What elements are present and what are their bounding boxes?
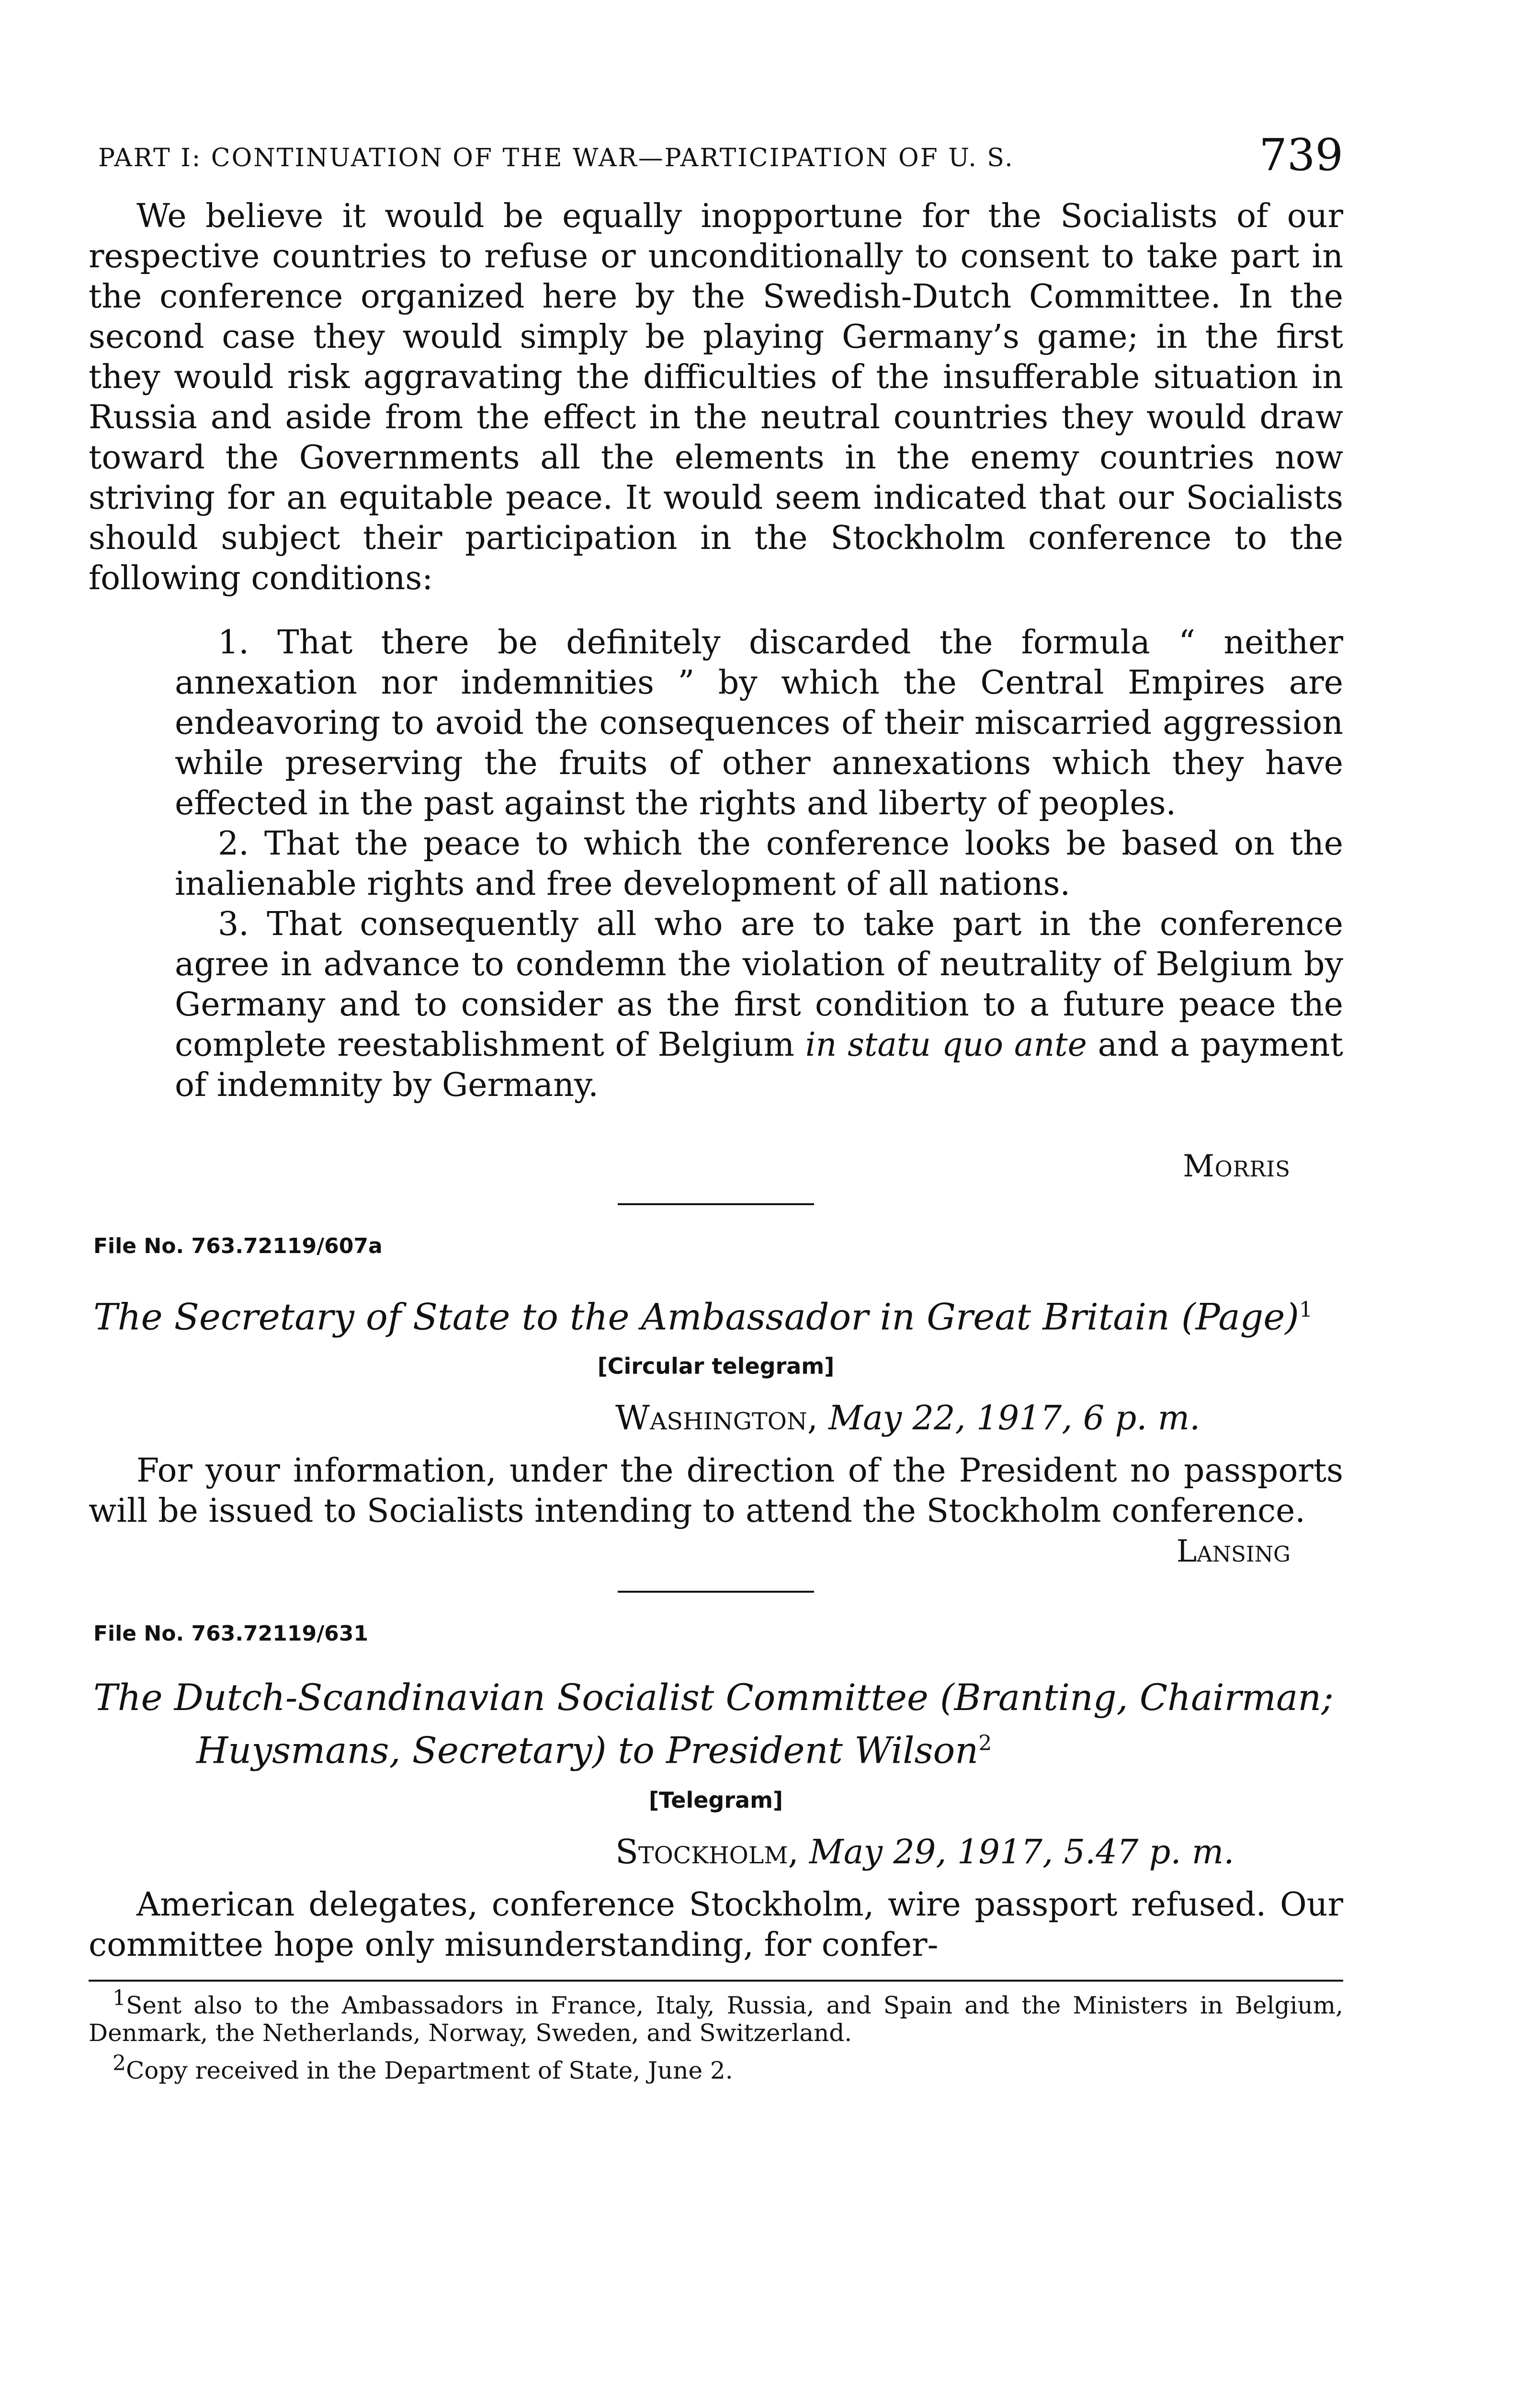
dateline-place: Stockholm, [615,1832,799,1871]
footnote-text: Copy received in the Department of State, June 2. [126,2056,733,2085]
document-title [89,1287,1343,1340]
condition-2: 2. That the peace to which the conference looks be based on the inalienable rights and free development of all nations. [175,825,1343,903]
footnote-reference: 1 [1299,1298,1313,1322]
document-page [89,129,1343,2085]
footnote-1 [89,1984,1343,2047]
condition-3-text: 3. That consequently all who are to take part in the conference agree in advance to condemn the violation of neutrality of Belgium by Germany and to consider as the first condition to a future peace the complete reestablishment of Belgium [175,905,1343,1064]
signature-lansing: Lansing [1176,1534,1291,1570]
footnote-reference: 2 [978,1731,992,1756]
message-text [89,1451,1343,1570]
document-title-text: The Dutch-Scandinavian Socialist Committee (Branting, Chairman; Huysmans, Secretary) to President Wilson [93,1676,1334,1772]
document-descriptor: [Telegram] [648,1787,783,1813]
footnote-text: Sent also to the Ambassadors in France, Italy, Russia, and Spain and the Ministers in Belgium, Denmark, the Netherlands, Norway, Sweden, and Switzerland. [89,1991,1343,2047]
dateline [89,1398,1343,1437]
signature-morris: Morris [1183,1149,1291,1184]
footnote-rule [89,1980,1343,1982]
document-descriptor: [Circular telegram] [597,1353,835,1380]
footnote-number: 2 [113,2051,126,2076]
document-title [89,1675,1343,1773]
message-text: American delegates, conference Stockholm, wire passport refused. Our committee hope only misunderstanding, for confer- [89,1885,1343,1964]
footnote-2 [89,2050,1343,2085]
file-number: File No. 763.72119/607a [93,1234,383,1258]
body-paragraph: We believe it would be equally inopportune for the Socialists of our respective countries to refuse or unconditionally to consent to take part in the conference organized here by the Swedish-Dutch Committee. In the second case they would simply be playing Germany’s game; in the first they would risk aggravating the difficulties of the insufferable situation in Russia and aside from the effect in the neutral countries they would draw toward the Governments all the elements in the enemy countries now striving for an equitable peace. It would seem indicated that our Socialists should subject their participation in the Stockholm conference to the following conditions: [89,197,1343,597]
message-body: For your information, under the direction of the President no passports will be issued to Socialists intending to attend the Stockholm conference. [89,1452,1343,1530]
condition-3-latin-phrase: in statu quo ante [805,1026,1087,1064]
condition-3-tail: and a payment of indemnity by Germany. [175,1026,1343,1104]
running-head-title: PART I: CONTINUATION OF THE WAR—PARTICIPATION OF U. S. [98,144,1014,172]
section-divider [618,1203,814,1205]
dateline-date: May 29, 1917, 5.47 p. m. [809,1832,1234,1871]
footnote-number: 1 [113,1985,126,2010]
dateline [89,1832,1343,1871]
document-title-text: The Secretary of State to the Ambassador in Great Britain (Page) [93,1295,1299,1338]
running-head [89,129,1343,187]
page-number: 739 [1259,129,1343,181]
dateline-date: May 22, 1917, 6 p. m. [828,1398,1200,1438]
section-divider [618,1591,814,1593]
file-number: File No. 763.72119/631 [93,1621,369,1646]
condition-3 [175,904,1343,1106]
condition-1: 1. That there be definitely discarded the formula “ neither annexation nor indemnities ” by which the Central Empires are endeavoring to avoid the consequences of their miscarried aggression while preserving the fruits of other annexations which they have effected in the past against the rights and liberty of peoples. [175,624,1343,822]
conditions-list [89,623,1343,1106]
dateline-place: Washington, [615,1398,818,1438]
